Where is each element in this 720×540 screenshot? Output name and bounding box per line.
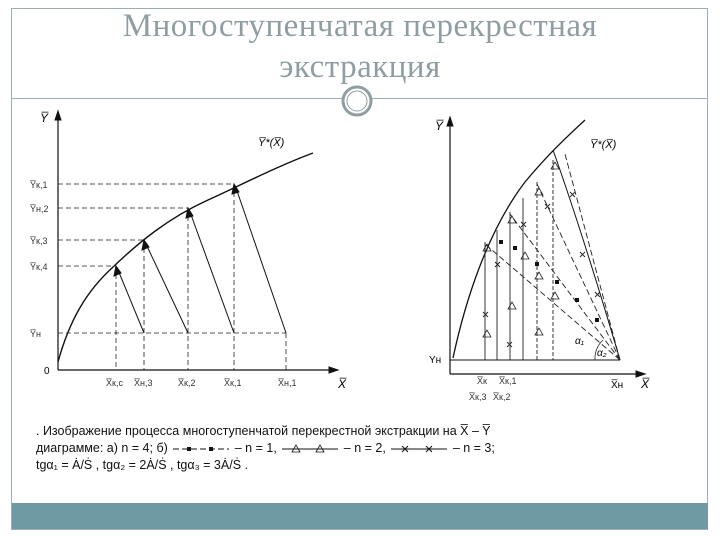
figure-a-y-tick-5: Y̅н [30, 329, 41, 339]
legend-n1-icon [171, 444, 231, 454]
figure-a-equilibrium-curve [58, 153, 313, 362]
bottom-accent-bar [12, 503, 708, 529]
caption-line-1: . Изображение процесса многоступенчатой перекрестной экстракции на X̅ – Y̅ [36, 424, 491, 438]
slide-title [0, 6, 720, 88]
figure-b-y-start-label: Yн [429, 355, 442, 366]
figure-caption [36, 423, 676, 474]
title-line-2: экстракция [279, 49, 441, 85]
figure-b-x-tick-3: X̅к,3 [469, 392, 487, 402]
title-line-1: Многоступенчатая перекрестная [122, 8, 598, 44]
figure-b [425, 112, 665, 408]
figure-a-y-tick-3: Y̅к,3 [30, 236, 48, 246]
legend-n1-label: – n = 1, [234, 441, 277, 455]
figure-b-x-tick-1: X̅к [477, 376, 487, 386]
caption-line-2 [36, 440, 676, 457]
figure-b-alpha-2: α₂ [597, 348, 607, 359]
figure-a-x-tick-3: X̅к,2 [178, 378, 196, 388]
figure-b-y-axis-label: Y̅ [435, 119, 444, 133]
figure-a-origin-label: 0 [44, 366, 50, 377]
figure-a-x-tick-5: X̅н,1 [278, 378, 297, 388]
figure-b-x-tick-4: X̅к,2 [493, 392, 511, 402]
figure-b-alpha-1: α₁ [575, 336, 584, 347]
figure-b-curve-label: Y̅*(X̅) [590, 139, 617, 151]
caption-line-3: tgα₁ = Ȧ/Ṡ , tgα₂ = 2Ȧ/Ṡ , tgα₃ = 3Ȧ/Ṡ . [36, 458, 248, 472]
figure-a-y-tick-4: Y̅к,4 [30, 262, 48, 272]
legend-n2-label: – n = 2, [343, 441, 386, 455]
figure-a-y-tick-2: Y̅н,2 [30, 204, 49, 214]
figure-a-x-tick-1: X̅к,с [106, 378, 123, 388]
figure-a-curve-label: Y̅*(X̅) [258, 137, 285, 149]
figure-b-x-axis-label: X̅ [641, 377, 650, 391]
figure-a-y-tick-1: Y̅к,1 [30, 180, 48, 190]
figure-a-x-axis-label: X̅ [338, 377, 347, 391]
figure-a-y-axis-label: Y̅ [40, 111, 49, 125]
figure-b-x-end-label: X̅н [611, 380, 624, 391]
legend-n3-icon [389, 444, 449, 454]
figure-a-x-tick-4: X̅к,1 [224, 378, 242, 388]
legend-n2-icon [280, 444, 340, 454]
figure-b-x-tick-2: X̅к,1 [499, 376, 517, 386]
legend-n3-label: – n = 3; [452, 441, 495, 455]
figure-a [28, 108, 368, 400]
caption-variants: диаграмме: а) n = 4; б) [36, 441, 168, 455]
figure-a-x-tick-2: X̅н,3 [134, 378, 153, 388]
